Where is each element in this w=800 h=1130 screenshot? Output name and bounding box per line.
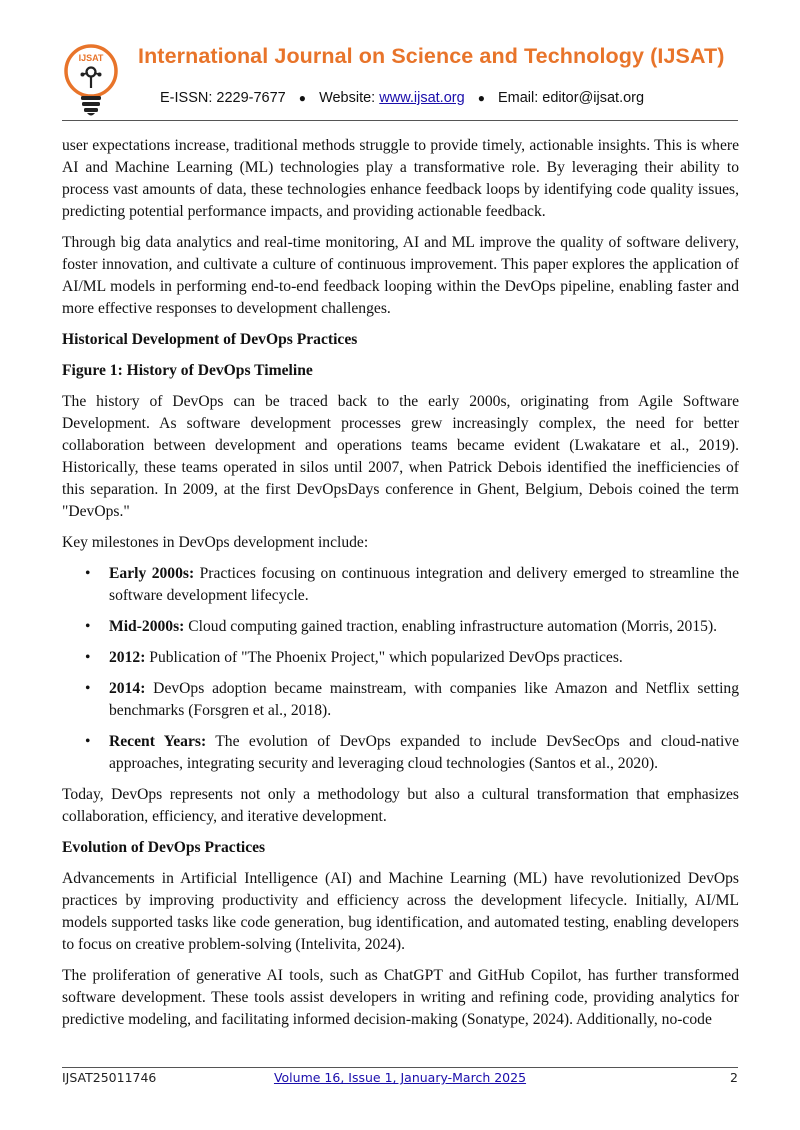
page-footer <box>62 1070 738 1088</box>
journal-title: International Journal on Science and Technology (IJSAT) <box>138 44 725 68</box>
list-item <box>62 647 739 669</box>
paper-id: IJSAT25011746 <box>62 1070 157 1085</box>
issn-line <box>160 90 644 106</box>
lightbulb-logo-icon <box>62 44 120 118</box>
paragraph: The proliferation of generative AI tools, such as ChatGPT and GitHub Copilot, has further transformed software development. These tools assist developers in writing and refining code, providing analytics for predictive modeling, and facilitating informed decision-making (Sonatype, 2024). Additionally, no-code <box>62 967 739 1028</box>
header-divider <box>62 120 738 121</box>
list-item <box>62 678 739 722</box>
section-heading: Evolution of DevOps Practices <box>62 839 266 856</box>
article-body <box>62 135 739 1040</box>
website-link[interactable]: www.ijsat.org <box>379 90 465 106</box>
page-number: 2 <box>730 1070 738 1085</box>
milestone-text: DevOps adoption became mainstream, with companies like Amazon and Netflix setting benchmarks (Forsgren et al., 2018). <box>109 680 739 719</box>
list-item <box>62 563 739 607</box>
milestone-text: Cloud computing gained traction, enabling infrastructure automation (Morris, 2015). <box>184 618 718 635</box>
paragraph: The history of DevOps can be traced back to the early 2000s, originating from Agile Software Development. As software development processes grew increasingly complex, the need for better collaboration between development and operations teams became evident (Lwakatare et al., 2019). Historically, these teams operated in silos until 2007, when Patrick Debois identified the inefficiencies of this separation. In 2009, at the first DevOpsDays conference in Ghent, Belgium, Debois coined the term "DevOps." <box>62 393 739 520</box>
milestone-text: The evolution of DevOps expanded to include DevSecOps and cloud-native approaches, integrating security and leveraging cloud technologies (Santos et al., 2020). <box>109 733 739 772</box>
milestone-text: Publication of "The Phoenix Project," which popularized DevOps practices. <box>145 649 623 666</box>
paragraph: Through big data analytics and real-time monitoring, AI and ML improve the quality of software delivery, foster innovation, and cultivate a culture of continuous improvement. This paper explores the application of AI/ML models in performing end-to-end feedback looping within the DevOps pipeline, enabling faster and more effective responses to development challenges. <box>62 234 739 317</box>
logo-text: IJSAT <box>78 53 104 63</box>
issn: E-ISSN: 2229-7677 <box>160 90 286 106</box>
milestone-label: Recent Years: <box>109 733 207 750</box>
paragraph: Advancements in Artificial Intelligence (AI) and Machine Learning (ML) have revolutionized DevOps practices by improving productivity and efficiency across the development lifecycle. Initially, AI/ML models supported tasks like code generation, bug identification, and automated testing, enabling developers to focus on creative problem-solving (Intelivita, 2024). <box>62 870 739 953</box>
bullet-icon: • <box>85 649 91 666</box>
volume-link[interactable]: Volume 16, Issue 1, January-March 2025 <box>273 1070 527 1085</box>
milestone-label: 2014: <box>109 680 146 697</box>
footer-divider <box>62 1067 738 1068</box>
paragraph: user expectations increase, traditional methods struggle to provide timely, actionable insights. This is where AI and Machine Learning (ML) technologies play a transformative role. By leveraging their ability to process vast amounts of data, these technologies enhance feedback loops by identifying code quality issues, predicting potential performance impacts, and providing actionable feedback. <box>62 137 739 220</box>
milestone-text: Practices focusing on continuous integration and delivery emerged to streamline the software development lifecycle. <box>109 565 739 604</box>
section-heading: Historical Development of DevOps Practices <box>62 331 358 348</box>
milestone-list <box>62 563 739 775</box>
milestone-label: Mid-2000s: <box>109 618 185 635</box>
paragraph: Key milestones in DevOps development include: <box>62 534 369 551</box>
milestone-label: Early 2000s: <box>109 565 195 582</box>
bullet-icon: • <box>85 680 91 697</box>
email: Email: editor@ijsat.org <box>497 90 645 106</box>
list-item <box>62 731 739 775</box>
separator-dot: ● <box>477 91 485 105</box>
paragraph: Today, DevOps represents not only a methodology but also a cultural transformation that emphasizes collaboration, efficiency, and iterative development. <box>62 786 739 825</box>
website-label: Website: <box>319 90 376 106</box>
list-item <box>62 616 739 638</box>
bullet-icon: • <box>85 618 91 635</box>
journal-logo <box>62 44 120 118</box>
bullet-icon: • <box>85 565 91 582</box>
figure-caption: Figure 1: History of DevOps Timeline <box>62 362 313 379</box>
journal-header <box>62 40 742 120</box>
volume-info <box>62 1070 738 1085</box>
milestone-label: 2012: <box>109 649 146 666</box>
separator-dot: ● <box>298 91 307 105</box>
bullet-icon: • <box>85 733 91 750</box>
